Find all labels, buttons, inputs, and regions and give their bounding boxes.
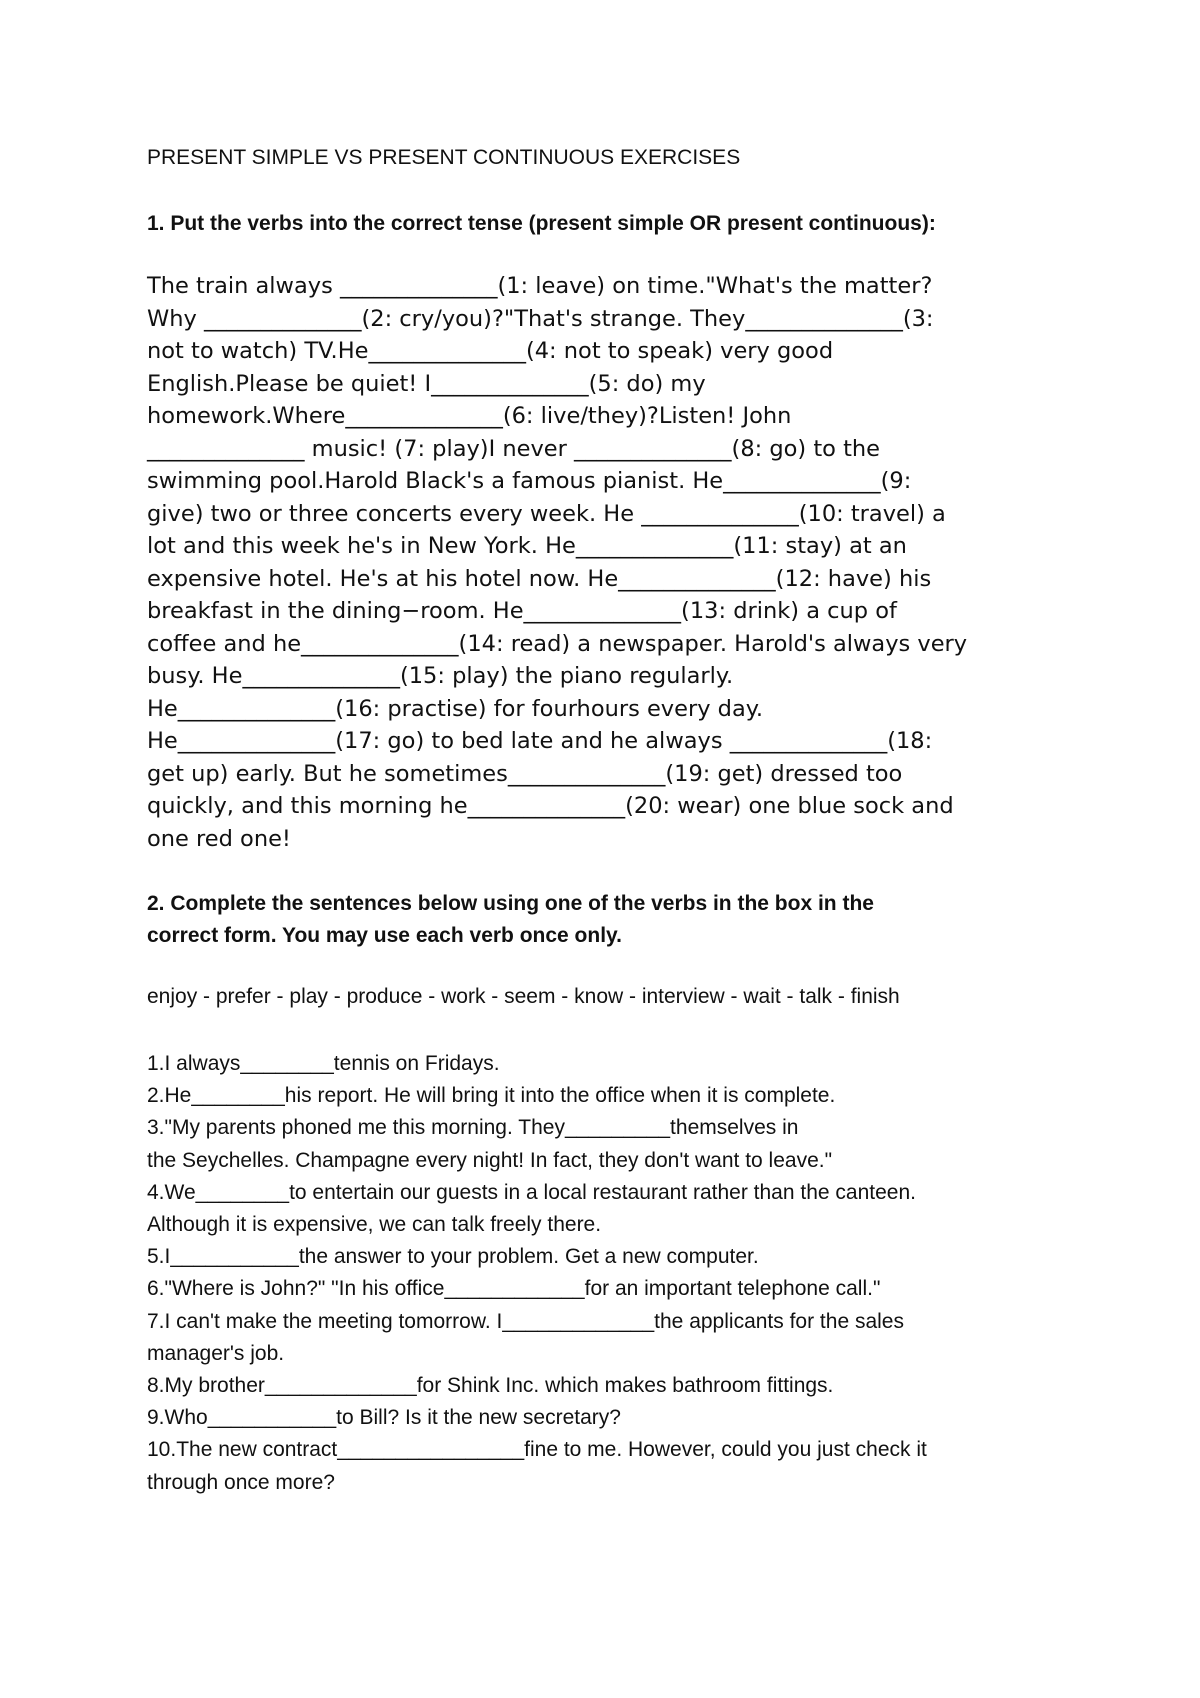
- exercise-2-sentences: [147, 1048, 1077, 1499]
- exercise-2-line: 1.I always________tennis on Fridays.: [147, 1052, 500, 1075]
- exercise-2-line: 6."Where is John?" "In his office____________for an important telephone call.": [147, 1277, 881, 1301]
- exercise-1-line: English.Please be quiet! I______________(5: do) my: [147, 370, 706, 397]
- exercise-1-line: give) two or three concerts every week. He ______________(10: travel) a: [147, 500, 946, 527]
- exercise-2-line: Although it is expensive, we can talk freely there.: [147, 1213, 602, 1237]
- exercise-2-line: 9.Who___________to Bill? Is it the new secretary?: [147, 1406, 621, 1430]
- page-title: PRESENT SIMPLE VS PRESENT CONTINUOUS EXERCISES: [147, 146, 741, 169]
- exercise-2-heading: [147, 888, 1077, 952]
- exercise-2-line: 5.I___________the answer to your problem. Get a new computer.: [147, 1245, 759, 1269]
- exercise-2-heading-line: correct form. You may use each verb once only.: [147, 924, 623, 947]
- exercise-1-line: lot and this week he's in New York. He______________(11: stay) at an: [147, 533, 907, 559]
- exercise-1-line: coffee and he______________(14: read) a newspaper. Harold's always very: [147, 630, 968, 657]
- exercise-1-line: homework.Where______________(6: live/they)?Listen! John: [147, 403, 792, 429]
- exercise-1-line: Why ______________(2: cry/you)?"That's strange. They______________(3:: [147, 305, 934, 332]
- exercise-2-line: 3."My parents phoned me this morning. They_________themselves in: [147, 1116, 799, 1140]
- exercise-2-line: the Seychelles. Champagne every night! In fact, they don't want to leave.": [147, 1148, 833, 1172]
- exercise-1-line: busy. He______________(15: play) the piano regularly.: [147, 663, 734, 689]
- exercise-1-heading: 1. Put the verbs into the correct tense (present simple OR present continuous):: [147, 212, 936, 235]
- exercise-1-line: swimming pool.Harold Black's a famous pianist. He______________(9:: [147, 468, 912, 494]
- exercise-1-line: ______________ music! (7: play)I never ______________(8: go) to the: [147, 435, 881, 462]
- exercise-1-line: He______________(16: practise) for fourhours every day.: [147, 695, 764, 722]
- exercise-2-line: 2.He________his report. He will bring it into the office when it is complete.: [147, 1084, 836, 1108]
- exercise-1-line: get up) early. But he sometimes______________(19: get) dressed too: [147, 760, 903, 787]
- exercise-1-line: He______________(17: go) to bed late and he always ______________(18:: [147, 728, 933, 754]
- exercise-1-line: The train always ______________(1: leave) on time."What's the matter?: [147, 273, 933, 299]
- exercise-1-text: [147, 270, 1077, 855]
- exercise-2-line: 10.The new contract________________fine to me. However, could you just check it: [147, 1438, 927, 1462]
- exercise-1-line: quickly, and this morning he______________(20: wear) one blue sock and: [147, 793, 954, 819]
- exercise-2-line: 7.I can't make the meeting tomorrow. I_____________the applicants for the sales: [147, 1309, 904, 1333]
- exercise-2-line: through once more?: [147, 1470, 335, 1494]
- exercise-1-line: not to watch) TV.He______________(4: not to speak) very good: [147, 338, 834, 364]
- exercise-2-line: 4.We________to entertain our guests in a local restaurant rather than the canteen.: [147, 1180, 916, 1204]
- exercise-2-heading-line: 2. Complete the sentences below using one of the verbs in the box in the: [147, 892, 874, 915]
- exercise-2-line: manager's job.: [147, 1341, 285, 1365]
- exercise-1-line: breakfast in the dining−room. He______________(13: drink) a cup of: [147, 598, 897, 624]
- exercise-1-line: one red one!: [147, 825, 291, 852]
- exercise-1-line: expensive hotel. He's at his hotel now. He______________(12: have) his: [147, 565, 932, 592]
- exercise-2-line: 8.My brother_____________for Shink Inc. which makes bathroom fittings.: [147, 1374, 834, 1398]
- verb-box: enjoy - prefer - play - produce - work - seem - know - interview - wait - talk - finish: [147, 985, 900, 1008]
